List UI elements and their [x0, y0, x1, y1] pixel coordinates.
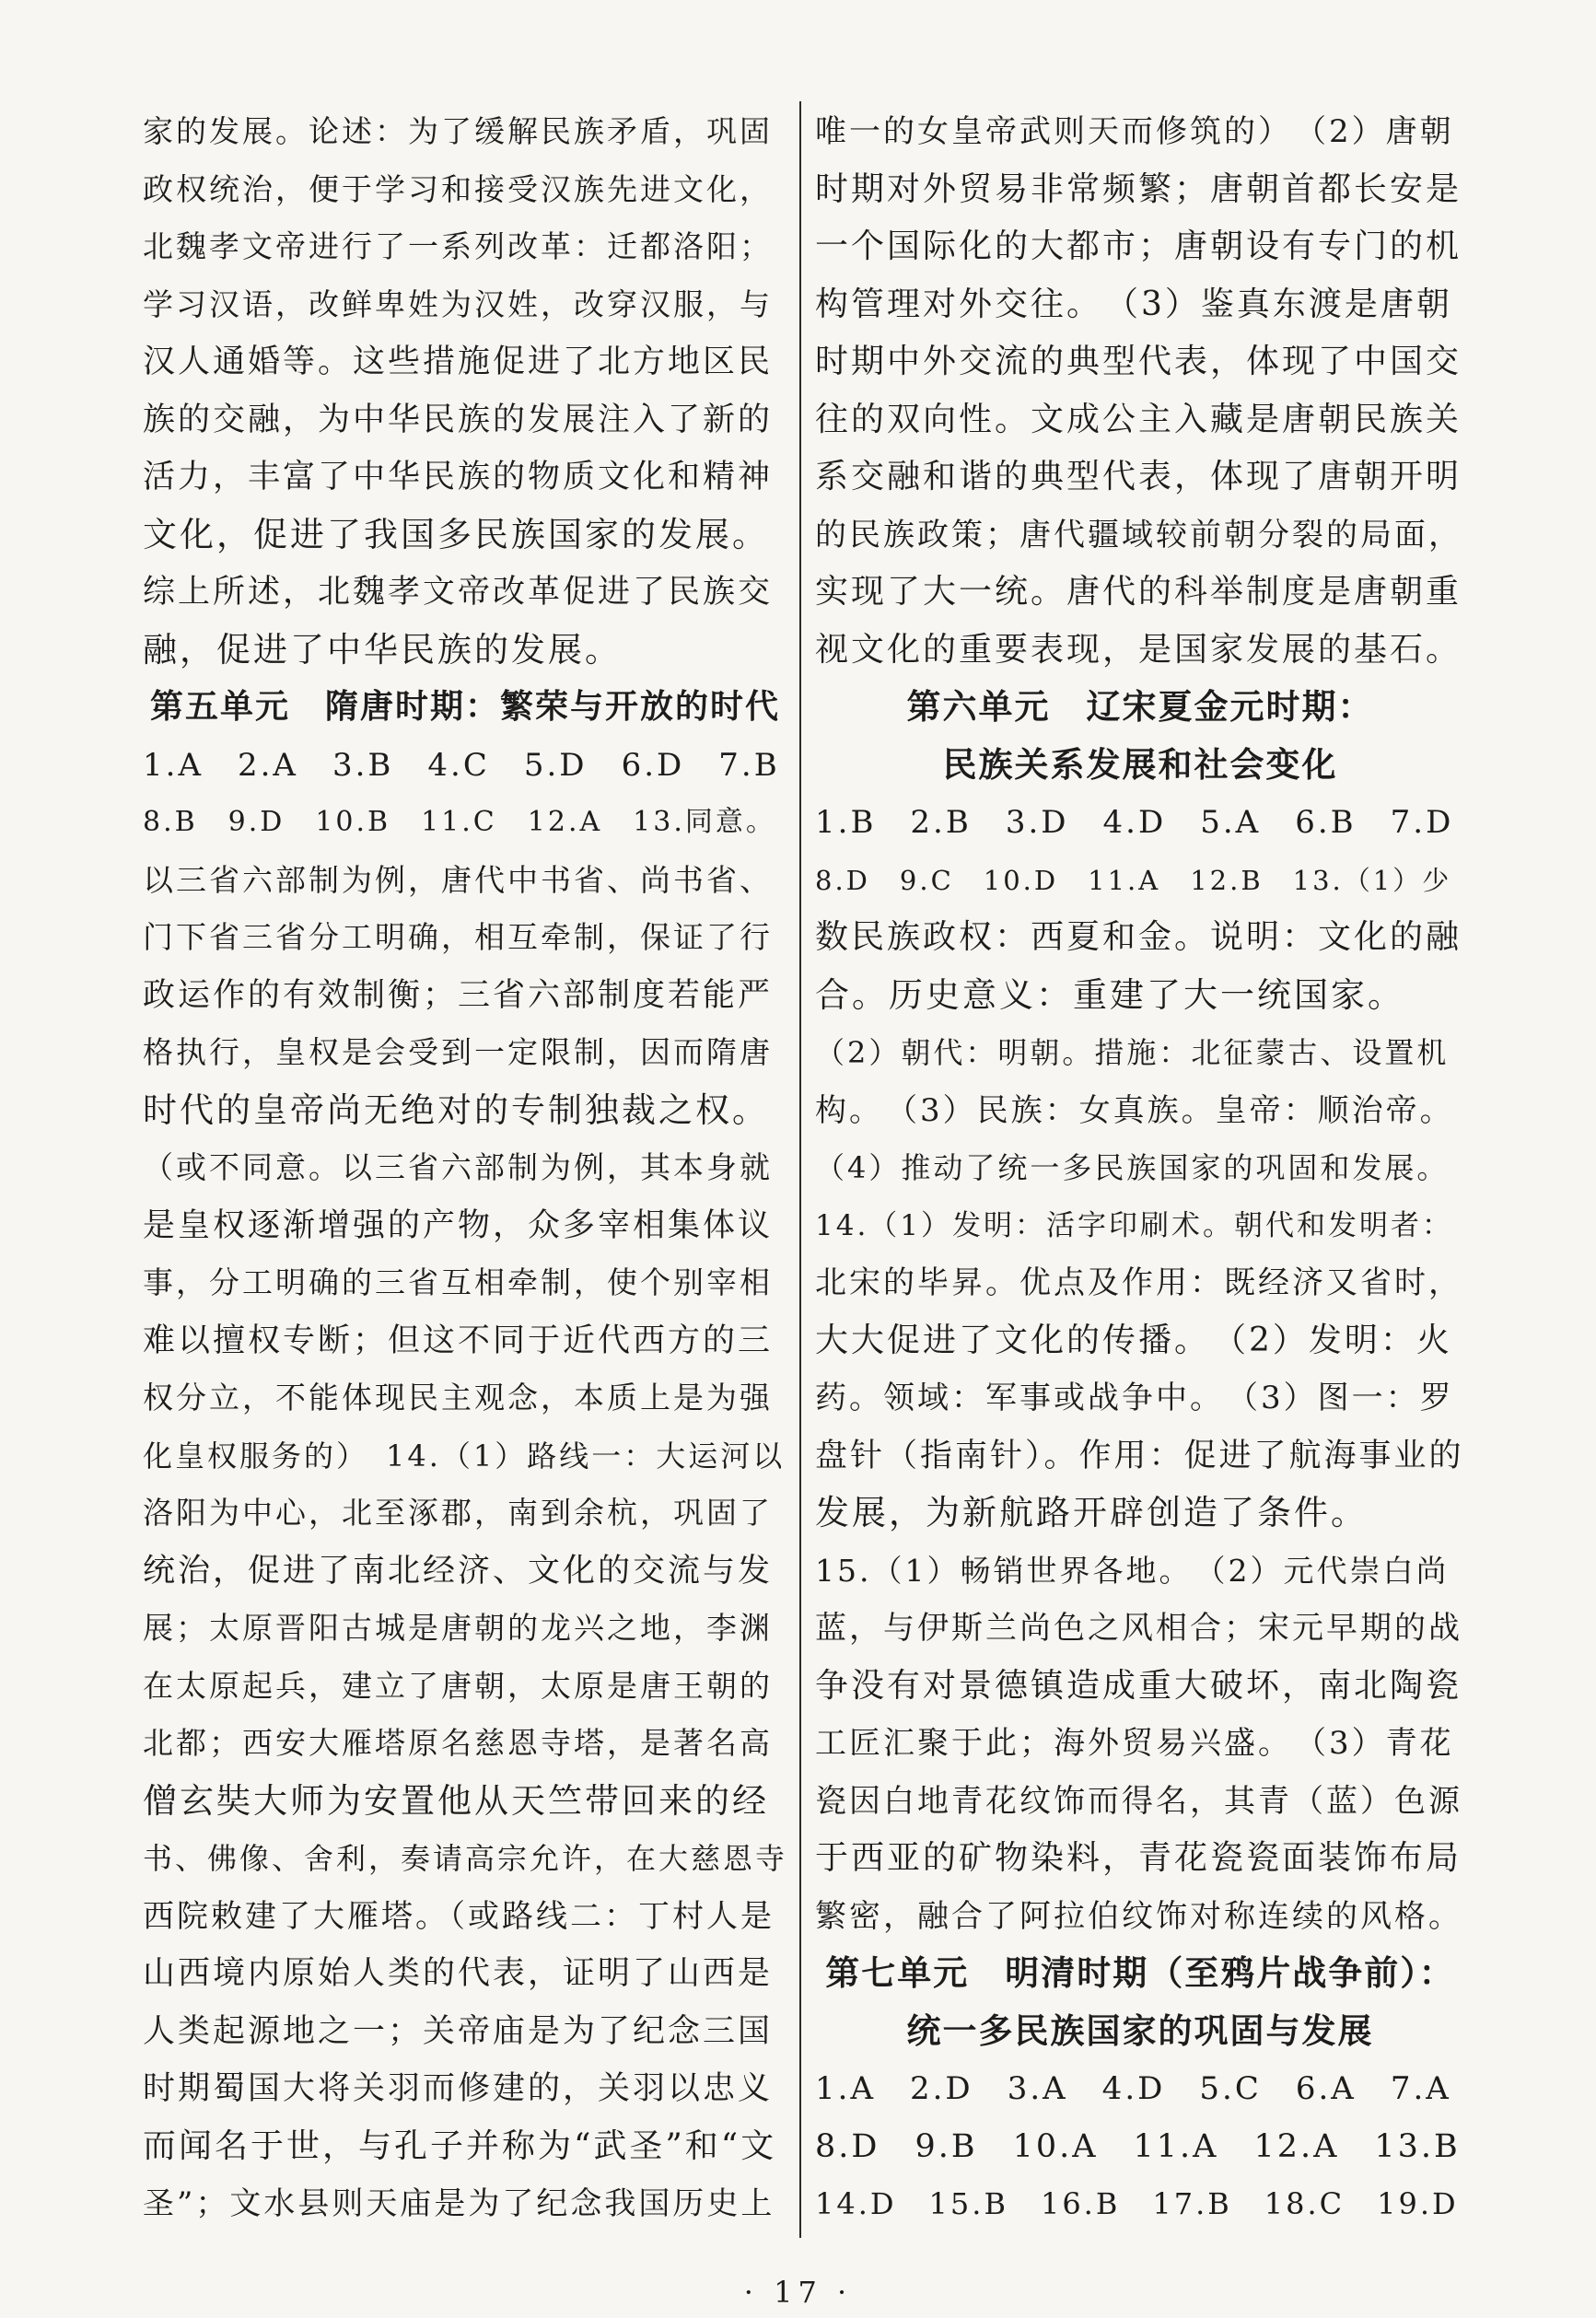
text-line: 是皇权逐渐增强的产物，众多宰相集体议: [143, 1206, 774, 1244]
right-column: [815, 103, 1465, 2233]
text-line: 视文化的重要表现，是国家发展的基石。: [815, 630, 1462, 669]
text-line: 化皇权服务的） 14.（1）路线一：大运河以: [143, 1438, 786, 1474]
text-line: 家的发展。论述：为了缓解民族矛盾，巩固: [143, 113, 773, 149]
text-line: 以三省六部制为例，唐代中书省、尚书省、: [143, 861, 773, 898]
text-line: 格执行，皇权是会受到一定限制，因而隋唐: [143, 1034, 773, 1070]
text-line: 系交融和谐的典型代表，体现了唐朝开明: [815, 458, 1462, 495]
text-line: 人类起源地之一；关帝庙是为了纪念三国: [143, 2012, 774, 2050]
text-line: 时期蜀国大将关羽而修建的，关羽以忠义: [143, 2070, 774, 2107]
left-column: [143, 103, 787, 2233]
text-line: 洛阳为中心，北至涿郡，南到余杭，巩固了: [143, 1495, 773, 1531]
text-line: 政运作的有效制衡；三省六部制度若能严: [143, 976, 774, 1014]
text-line: 的民族政策；唐代疆域较前朝分裂的局面，: [815, 516, 1462, 553]
column-divider: [799, 101, 801, 2238]
section-heading: 第七单元 明清时期（至鸦片战争前）：: [825, 1953, 1455, 1993]
text-line: （或不同意。以三省六部制为例，其本身就: [143, 1149, 773, 1185]
text-line: 难以擅权专断；但这不同于近代西方的三: [143, 1322, 774, 1359]
text-line: 1.A 2.A 3.B 4.C 5.D 6.D 7.B: [143, 746, 780, 784]
section-heading: 统一多民族国家的巩固与发展: [906, 2010, 1374, 2051]
text-line: 而闻名于世，与孔子并称为“武圣”和“文: [143, 2126, 777, 2165]
text-line: 1.A 2.D 3.A 4.D 5.C 6.A 7.A: [815, 2070, 1451, 2107]
text-line: 山西境内原始人类的代表，证明了山西是: [143, 1955, 774, 1992]
text-line: 大大促进了文化的传播。 （2）发明：火: [815, 1321, 1452, 1359]
section-heading: 民族关系发展和社会变化: [942, 744, 1338, 785]
section-heading: 第五单元 隋唐时期：繁荣与开放的时代: [149, 688, 780, 726]
section-heading: 第六单元 辽宋夏金元时期：: [906, 687, 1374, 727]
text-line: 北宋的毕昇。优点及作用：既经济又省时，: [815, 1264, 1462, 1301]
text-line: 盘针（指南针）。作用：促进了航海事业的: [815, 1437, 1464, 1474]
text-line: 政权统治，便于学习和接受汉族先进文化，: [143, 170, 773, 207]
text-line: 于西亚的矿物染料，青花瓷瓷面装饰布局: [815, 1839, 1462, 1877]
text-line: 繁密，融合了阿拉伯纹饰对称连续的风格。: [815, 1897, 1462, 1935]
text-line: 药。领域：军事或战争中。 （3）图一：罗: [815, 1380, 1454, 1416]
text-line: 事，分工明确的三省互相牵制，使个别宰相: [143, 1264, 773, 1300]
text-line: 构管理对外交往。 （3）鉴真东渡是唐朝: [815, 285, 1452, 323]
text-line: 学习汉语，改鲜卑姓为汉姓，改穿汉服，与: [143, 285, 773, 322]
text-line: 1.B 2.B 3.D 4.D 5.A 6.B 7.D: [815, 804, 1454, 841]
text-line: 西院敕建了大雁塔。（或路线二：丁村人是: [143, 1897, 775, 1935]
text-line: 15.（1）畅销世界各地。 （2）元代崇白尚: [815, 1552, 1450, 1589]
text-line: 北都；西安大雁塔原名慈恩寺塔，是著名高: [143, 1725, 773, 1761]
text-line: 活力，丰富了中华民族的物质文化和精神: [143, 459, 774, 495]
text-line: 权分立，不能体现民主观念，本质上是为强: [143, 1380, 773, 1415]
text-line: 汉人通婚等。这些措施促进了北方地区民: [143, 344, 774, 380]
text-line: 僧玄奘大师为安置他从天竺带回来的经: [143, 1780, 769, 1821]
page-number: · 17 ·: [743, 2275, 853, 2310]
text-line: 8.D 9.B 10.A 11.A 12.A 13.B: [815, 2127, 1461, 2165]
text-line: 时代的皇帝尚无绝对的专制独裁之权。: [143, 1089, 769, 1130]
text-line: 文化，促进了我国多民族国家的发展。: [143, 514, 769, 554]
text-line: 书、佛像、舍利，奏请高宗允许，在大慈恩寺: [143, 1841, 788, 1876]
text-line: 8.B 9.D 10.B 11.C 12.A 13.同意。: [143, 806, 776, 838]
text-line: 唯一的女皇帝武则天而修筑的） （2）唐朝: [815, 113, 1454, 150]
text-line: 往的双向性。文成公主入藏是唐朝民族关: [815, 400, 1462, 438]
text-line: 统治，促进了南北经济、文化的交流与发: [143, 1552, 774, 1590]
text-line: 圣”；文水县则天庙是为了纪念我国历史上: [143, 2185, 775, 2222]
text-line: 争没有对景德镇造成重大破坏，南北陶瓷: [815, 1666, 1462, 1705]
text-line: 融，促进了中华民族的发展。: [143, 629, 622, 670]
text-line: 构。 （3）民族：女真族。皇帝：顺治帝。: [815, 1091, 1454, 1129]
text-line: 8.D 9.C 10.D 11.A 12.B 13.（1）少: [815, 864, 1452, 896]
text-line: 时期对外贸易非常频繁；唐朝首都长安是: [815, 169, 1462, 208]
text-line: 族的交融，为中华民族的发展注入了新的: [143, 401, 774, 438]
text-line: 北魏孝文帝进行了一系列改革：迁都洛阳；: [143, 228, 773, 264]
text-line: 合。历史意义：重建了大一统国家。: [815, 974, 1404, 1015]
text-line: 14.（1）发明：活字印刷术。朝代和发明者：: [815, 1208, 1454, 1242]
text-line: （2）朝代：明朝。措施：北征蒙古、设置机: [815, 1035, 1450, 1070]
text-line: 发展，为新航路开辟创造了条件。: [815, 1493, 1368, 1532]
text-line: 数民族政权：西夏和金。说明：文化的融: [815, 918, 1462, 956]
text-line: 一个国际化的大都市；唐朝设有专门的机: [815, 227, 1462, 265]
text-line: 瓷因白地青花纹饰而得名，其青（蓝）色源: [815, 1782, 1462, 1820]
text-line: 门下省三省分工明确，相互牵制，保证了行: [143, 919, 773, 955]
text-line: 蓝，与伊斯兰尚色之风相合；宋元早期的战: [815, 1610, 1462, 1647]
text-line: 在太原起兵，建立了唐朝，太原是唐王朝的: [143, 1667, 773, 1704]
text-line: 工匠汇聚于此；海外贸易兴盛。 （3）青花: [815, 1725, 1454, 1762]
text-line: 展；太原晋阳古城是唐朝的龙兴之地，李渊: [143, 1610, 773, 1646]
text-line: 实现了大一统。唐代的科举制度是唐朝重: [815, 573, 1462, 611]
text-line: 时期中外交流的典型代表，体现了中国交: [815, 343, 1462, 380]
text-line: 14.D 15.B 16.B 17.B 18.C 19.D: [815, 2186, 1459, 2221]
text-line: 综上所述，北魏孝文帝改革促进了民族交: [143, 574, 774, 611]
text-line: （4）推动了统一多民族国家的巩固和发展。: [815, 1150, 1450, 1185]
